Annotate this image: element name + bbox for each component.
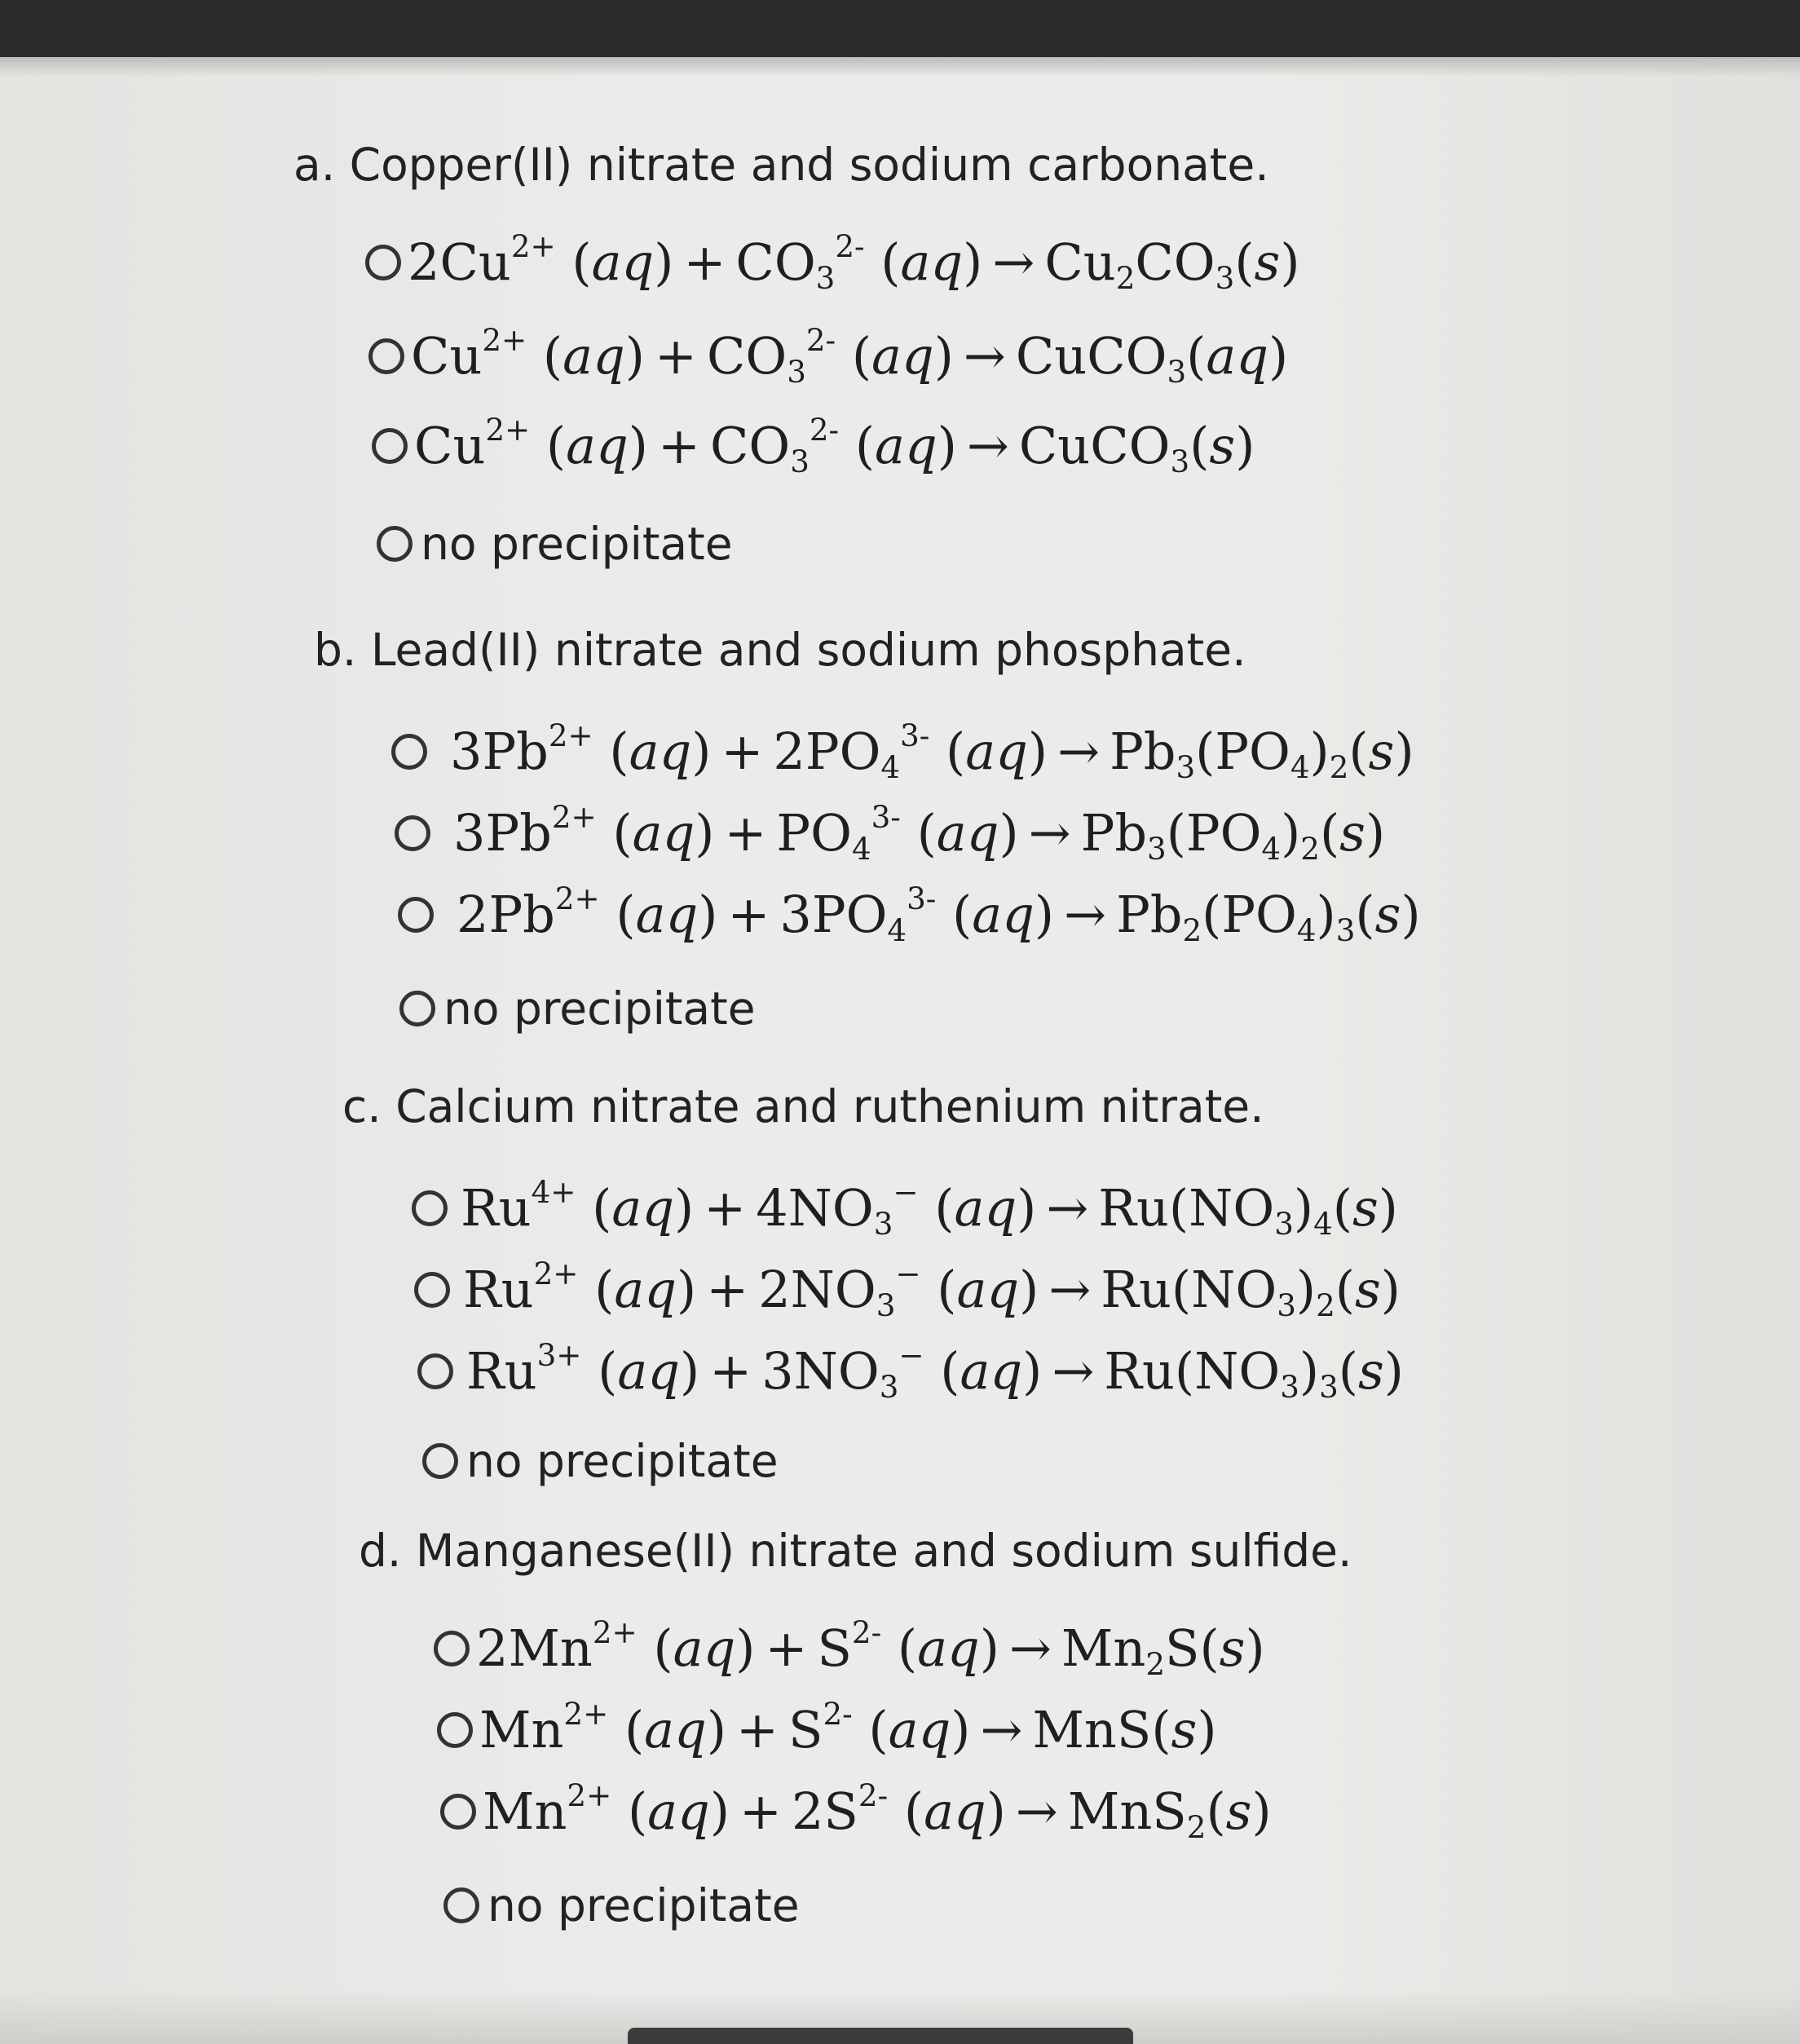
radio-button[interactable] — [437, 1712, 473, 1748]
question-a-option-2[interactable] — [368, 322, 1289, 391]
question-d-title: d. Manganese(II) nitrate and sodium sulfide. — [359, 1525, 1352, 1577]
radio-button[interactable] — [391, 734, 427, 770]
radio-button[interactable] — [422, 1443, 458, 1479]
radio-button[interactable] — [398, 897, 434, 933]
radio-button[interactable] — [365, 245, 401, 280]
equation: $3Pb^{2+}$ $(aq) + 2PO_4^{3-}$ $(aq) \to Pb_3(PO_4)_2(s)$ — [450, 717, 1414, 786]
equation: $Ru^{4+}$ $(aq) + 4NO_3^-$ $(aq) \to Ru(NO_3)_4(s)$ — [461, 1174, 1398, 1243]
question-b-no-precipitate[interactable] — [399, 982, 756, 1035]
question-b-title: b. Lead(II) nitrate and sodium phosphate. — [314, 624, 1246, 676]
equation: $2Cu^{2+}$ $(aq) + CO_3^{2-}$ $(aq) \to Cu_2CO_3(s)$ — [408, 228, 1300, 297]
radio-button[interactable] — [414, 1272, 450, 1308]
question-a-no-precipitate[interactable] — [377, 518, 733, 570]
question-d-option-1[interactable] — [434, 1614, 1265, 1683]
question-a-option-1[interactable] — [365, 228, 1300, 297]
bottom-bezel-tab — [628, 2028, 1133, 2044]
screen-top-bezel — [0, 0, 1800, 57]
question-b-option-3[interactable] — [398, 881, 1421, 949]
radio-button[interactable] — [440, 1794, 476, 1830]
no-precipitate-label: no precipitate — [443, 982, 756, 1035]
question-b-option-2[interactable] — [395, 799, 1386, 867]
equation: $Ru^{3+}$ $(aq) + 3NO_3^-$ $(aq) \to Ru(NO_3)_3(s)$ — [466, 1337, 1404, 1406]
equation: $Cu^{2+}$ $(aq) + CO_3^{2-}$ (aq) → CuCO$_3$(aq) — [411, 322, 1289, 391]
radio-button[interactable] — [368, 338, 404, 374]
no-precipitate-label: no precipitate — [488, 1879, 800, 1931]
equation: $Cu^{2+}$ $(aq) + CO_3^{2-}$ (aq) → CuCO$_3$(s) — [414, 412, 1255, 480]
no-precipitate-label: no precipitate — [466, 1435, 779, 1487]
question-c-title: c. Calcium nitrate and ruthenium nitrate. — [342, 1080, 1264, 1132]
question-a-title: a. Copper(II) nitrate and sodium carbonate. — [293, 139, 1269, 191]
equation: $Mn^{2+}$ $(aq) + 2S^{2-}$ (aq) → MnS$_2$(s) — [483, 1777, 1272, 1846]
question-c-no-precipitate[interactable] — [422, 1435, 779, 1487]
radio-button[interactable] — [443, 1887, 479, 1923]
equation: $3Pb^{2+}$ $(aq) + PO_4^{3-}$ $(aq) \to Pb_3(PO_4)_2(s)$ — [453, 799, 1386, 867]
radio-button[interactable] — [417, 1353, 453, 1389]
radio-button[interactable] — [372, 428, 408, 464]
radio-button[interactable] — [377, 526, 412, 562]
question-d-option-3[interactable] — [440, 1777, 1272, 1846]
equation: $Mn^{2+}$ $(aq) + S^{2-}$ (aq) → MnS(s) — [479, 1696, 1217, 1759]
equation: $2Pb^{2+}$ $(aq) + 3PO_4^{3-}$ $(aq) \to Pb_2(PO_4)_3(s)$ — [457, 881, 1421, 949]
question-a-option-3[interactable] — [372, 412, 1255, 480]
question-d-option-2[interactable] — [437, 1696, 1217, 1759]
question-c-option-2[interactable] — [414, 1256, 1401, 1324]
question-d-no-precipitate[interactable] — [443, 1879, 800, 1931]
radio-button[interactable] — [434, 1631, 470, 1667]
question-c-option-3[interactable] — [417, 1337, 1404, 1406]
equation: $2Mn^{2+}$ $(aq) + S^{2-}$ $(aq) \to Mn_2S(s)$ — [476, 1614, 1265, 1683]
question-b-option-1[interactable] — [391, 717, 1414, 786]
equation: $Ru^{2+}$ $(aq) + 2NO_3^-$ $(aq) \to Ru(NO_3)_2(s)$ — [463, 1256, 1401, 1324]
radio-button[interactable] — [399, 991, 435, 1026]
radio-button[interactable] — [412, 1190, 448, 1226]
radio-button[interactable] — [395, 815, 430, 851]
question-c-option-1[interactable] — [412, 1174, 1398, 1243]
no-precipitate-label: no precipitate — [421, 518, 733, 570]
bezel-shadow — [0, 57, 1800, 77]
